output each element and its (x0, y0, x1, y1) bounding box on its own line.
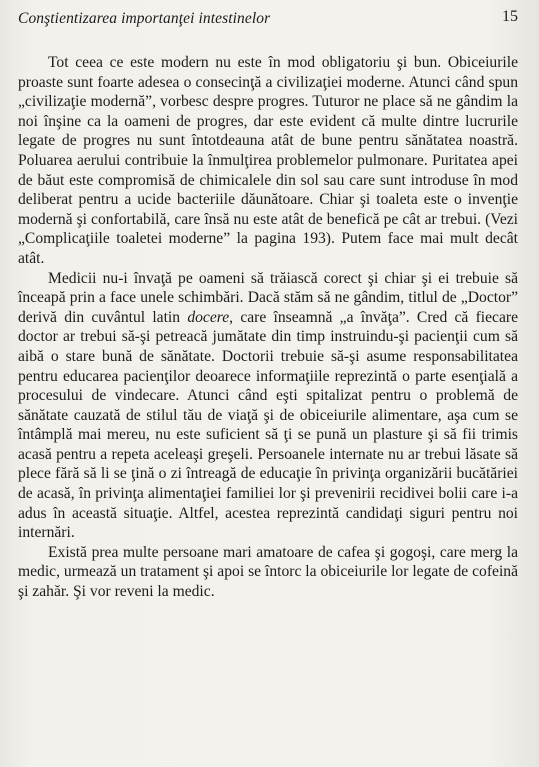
paragraph-text: Medicii nu-i învaţă pe oameni să trăiască corect şi chiar şi ei trebuie să înceapă prin a face unele schimbări. Dacă stăm să ne gândim, titlul de „Doctor” derivă din cuvântul latin (18, 269, 518, 326)
page-number: 15 (502, 8, 518, 25)
paragraph-text: , care înseamnă „a învăţa”. Cred că fiecare doctor ar trebui să-şi petreacă jumătate din timp instruindu-şi pacienţii cum să aibă o stare bună de sănătate. Doctorii trebuie să-şi asume responsabilitatea pentru educarea pacienţilor deoarece informaţiile reprezintă o parte esenţială a procesului de vindecare. Atunci când eşti spitalizat pentru o problemă de sănătate cauzată de stilul tău de viaţă şi de obiceiurile alimentare, aşa cum se întâmplă mai mereu, nu este suficient să ţi se pună un plasture şi să fii trimis acasă pentru a repeta aceleaşi greşeli. Persoanele internate nu ar trebui lăsate să plece fără să li se ţină o zi întreagă de educaţie în privinţa organizării bucătăriei de acasă, în privinţa alimentaţiei familiei lor şi prevenirii recidivei bolii care i-a adus în această situaţie. Altfel, acestea reprezintă candidaţi siguri pentru noi internări. (18, 308, 518, 542)
paragraph: Există prea multe persoane mari amatoare de cafea şi gogoşi, care merg la medic, urmează un tratament şi apoi se întorc la obiceiurile lor legate de cofeină şi zahăr. Şi vor reveni la medic. (18, 543, 518, 601)
body-text (18, 53, 518, 602)
running-title: Conştientizarea importanţei intestinelor (18, 10, 271, 27)
paragraph: Tot ceea ce este modern nu este în mod obligatoriu şi bun. Obiceiurile proaste sunt foarte adesea o consecinţă a civilizaţiei moderne. Atunci când spun „civilizaţie modernă”, vorbesc despre progres. Tuturor ne place să ne gândim la noi înşine ca la oameni de progres, dar este evident că multe dintre lucrurile legate de progres nu sunt întotdeauna atât de bune pentru sănătatea noastră. Poluarea aerului contribuie la înmulţirea problemelor pulmonare. Puritatea apei de băut este compromisă de chimicalele din sol sau care sunt introduse în mod deliberat pentru a ucide bacteriile dăunătoare. Chiar şi toaleta este o invenţie modernă şi confortabilă, care însă nu este atât de benefică pe cât ar trebui. (Vezi „Complicaţiile toaletei moderne” la pagina 193). Putem face mai mult decât atât. (18, 54, 518, 267)
latin-term: docere (187, 308, 230, 326)
page-header (18, 8, 518, 30)
paragraph (18, 269, 518, 543)
